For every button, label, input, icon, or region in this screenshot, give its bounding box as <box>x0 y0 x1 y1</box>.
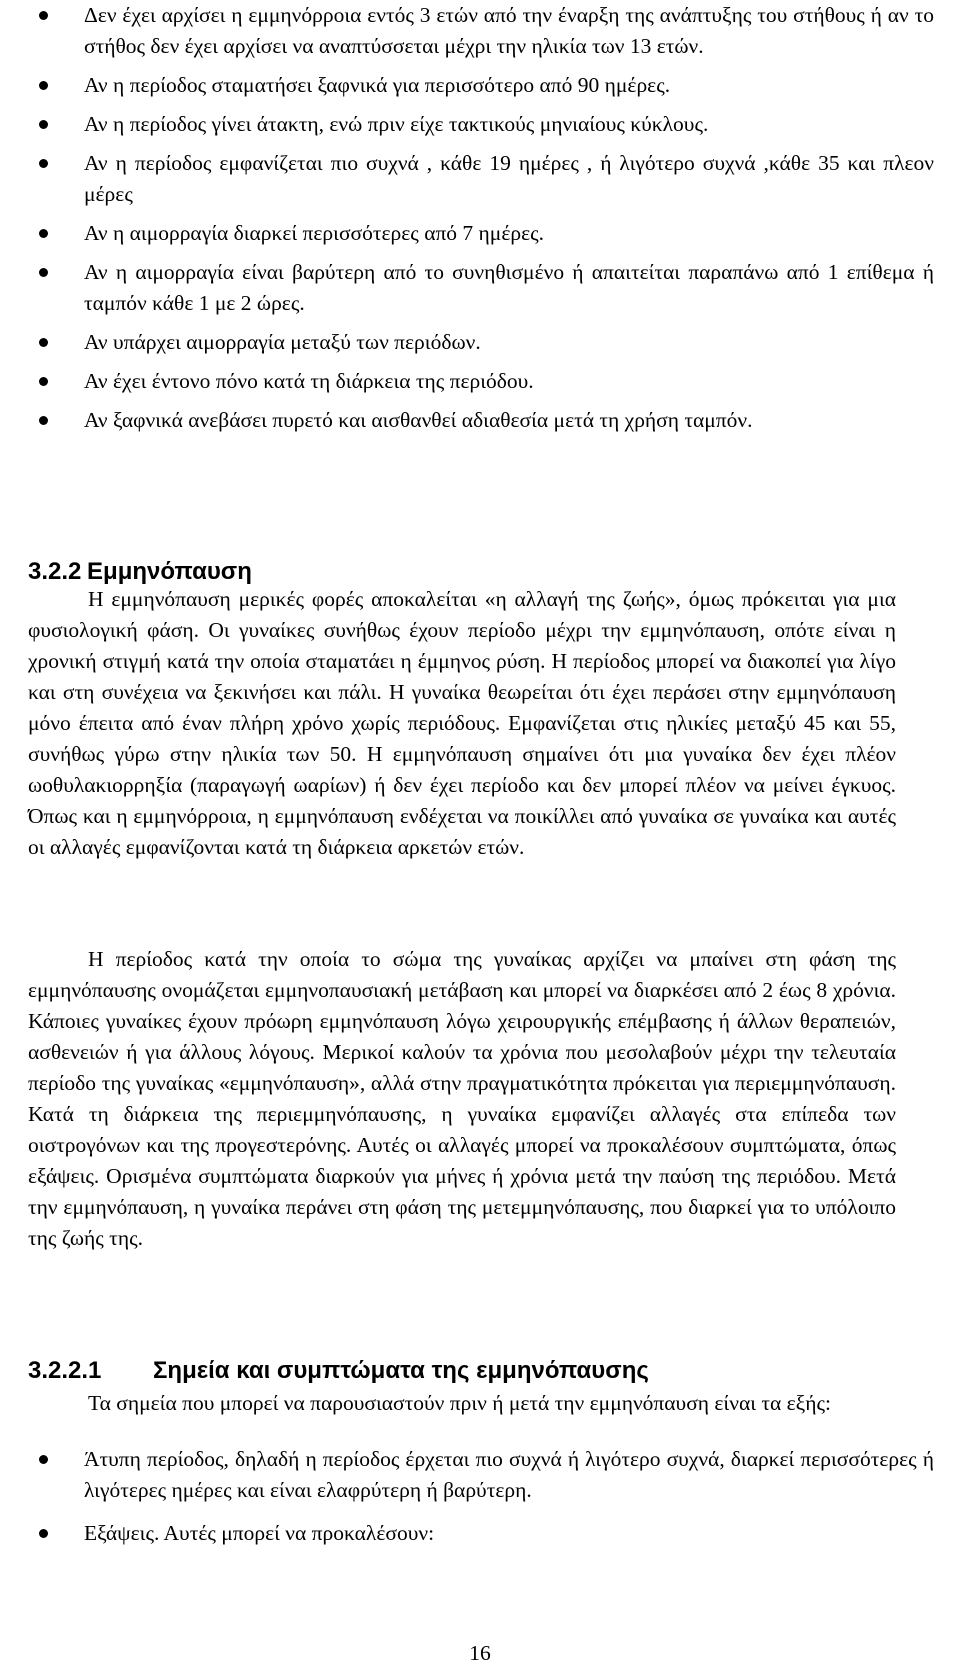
bullet-icon <box>39 338 48 347</box>
list-item-text: Δεν έχει αρχίσει η εμμηνόρροια εντός 3 ετών από την έναρξη της ανάπτυξης του στήθους ή αν το στήθος δεν έχει αρχίσει να αναπτύσσεται μέχρι την ηλικία των 13 ετών. <box>84 3 934 58</box>
list-item-text: Άτυπη περίοδος, δηλαδή η περίοδος έρχεται πιο συχνά ή λιγότερο συχνά, διαρκεί περισσότερες ή λιγότερες ημέρες και είναι ελαφρύτερη ή βαρύτερη. <box>84 1447 934 1502</box>
list-item-text: Αν ξαφνικά ανεβάσει πυρετό και αισθανθεί αδιαθεσία μετά τη χρήση ταμπόν. <box>84 408 753 432</box>
bullet-icon <box>39 159 48 168</box>
section-number: 3.2.2 <box>28 558 82 585</box>
list-item <box>0 327 934 358</box>
list-item <box>0 148 934 210</box>
subsection-heading <box>28 1357 649 1385</box>
page-number: 16 <box>469 1641 491 1665</box>
subsection-number: 3.2.2.1 <box>28 1357 102 1384</box>
bullet-icon <box>39 81 48 90</box>
list-item <box>0 1518 934 1549</box>
list-item-text: Αν η αιμορραγία διαρκεί περισσότερες από 7 ημέρες. <box>84 221 545 245</box>
bullet-icon <box>39 1455 48 1464</box>
symptoms-list <box>0 1444 934 1549</box>
list-item <box>0 1444 934 1506</box>
body-paragraph: Η περίοδος κατά την οποία το σώμα της γυναίκας αρχίζει να μπαίνει στη φάση της εμμηνόπαυσης ονομάζεται εμμηνοπαυσιακή μετάβαση και μπορεί να διαρκέσει από 2 έως 8 χρόνια. Κάποιες γυναίκες έχουν πρόωρη εμμηνόπαυση λόγω χειρουργικής επέμβασης ή άλλων θεραπειών, ασθενειών ή για άλλους λόγους. Μερικοί καλούν τα χρόνια που μεσολαβούν μέχρι την τελευταία περίοδο της γυναίκας «εμμηνόπαυση», αλλά στην πραγματικότητα πρόκειται για περιεμμηνόπαυση. Κατά τη διάρκεια της περιεμμηνόπαυσης, η γυναίκα εμφανίζει αλλαγές στα επίπεδα των οιστρογόνων και της προγεστερόνης. Αυτές οι αλλαγές μπορεί να προκαλέσουν συμπτώματα, όπως εξάψεις. Ορισμένα συμπτώματα διαρκούν για μήνες ή χρόνια μετά την παύση της περιόδου. Μετά την εμμηνόπαυση, η γυναίκα περάνει στη φάση της μετεμμηνόπαυσης, που διαρκεί για το υπόλοιπο της ζωής της. <box>28 947 896 1250</box>
bullet-icon <box>39 120 48 129</box>
list-item <box>0 218 934 249</box>
bullet-icon <box>39 11 48 20</box>
list-item <box>0 109 934 140</box>
list-item-text: Αν υπάρχει αιμορραγία μεταξύ των περιόδων. <box>84 330 481 354</box>
list-item-text: Αν έχει έντονο πόνο κατά τη διάρκεια της περιόδου. <box>84 369 534 393</box>
bullet-icon <box>39 229 48 238</box>
section-title: Εμμηνόπαυση <box>87 558 252 585</box>
bullet-icon <box>39 416 48 425</box>
warning-signs-list <box>0 0 934 436</box>
list-item <box>0 257 934 319</box>
list-item-text: Αν η περίοδος γίνει άτακτη, ενώ πριν είχε τακτικούς μηνιαίους κύκλους. <box>84 112 709 136</box>
body-paragraph: Η εμμηνόπαυση μερικές φορές αποκαλείται «η αλλαγή της ζωής», όμως πρόκειται για μια φυσιολογική φάση. Οι γυναίκες συνήθως έχουν περίοδο μέχρι την εμμηνόπαυση, οπότε είναι η χρονική στιγμή κατά την οποία σταματάει η έμμηνος ρύση. Η περίοδος μπορεί να διακοπεί για λίγο και στη συνέχεια να ξεκινήσει και πάλι. Η γυναίκα θεωρείται ότι έχει περάσει στην εμμηνόπαυση μόνο έπειτα από έναν πλήρη χρόνο χωρίς περιόδους. Εμφανίζεται στις ηλικίες μεταξύ 45 και 55, συνήθως γύρω στην ηλικία των 50. Η εμμηνόπαυση σημαίνει ότι μια γυναίκα δεν έχει πλέον ωοθυλακιορρηξία (παραγωγή ωαρίων) ή δεν έχει περίοδο και δεν μπορεί πλέον να μείνει έγκυος. Όπως και η εμμηνόρροια, η εμμηνόπαυση ενδέχεται να ποικίλλει από γυναίκα σε γυναίκα και αυτές οι αλλαγές εμφανίζονται κατά τη διάρκεια αρκετών ετών. <box>28 587 896 859</box>
list-item-text: Αν η περίοδος σταματήσει ξαφνικά για περισσότερο από 90 ημέρες. <box>84 73 671 97</box>
list-item <box>0 366 934 397</box>
subsection-title: Σημεία και συμπτώματα της εμμηνόπαυσης <box>153 1357 649 1384</box>
list-item-text: Αν η περίοδος εμφανίζεται πιο συχνά , κάθε 19 ημέρες , ή λιγότερο συχνά ,κάθε 35 και πλεον μέρες <box>84 151 934 206</box>
list-item-text: Αν η αιμορραγία είναι βαρύτερη από το συνηθισμένο ή απαιτείται παραπάνω από 1 επίθεμα ή ταμπόν κάθε 1 με 2 ώρες. <box>84 260 934 315</box>
section-heading <box>28 558 252 586</box>
bullet-icon <box>39 1529 48 1538</box>
list-item <box>0 70 934 101</box>
list-item <box>0 405 934 436</box>
list-item-text: Εξάψεις. Αυτές μπορεί να προκαλέσουν: <box>84 1521 435 1545</box>
bullet-icon <box>39 377 48 386</box>
bullet-icon <box>39 268 48 277</box>
body-paragraph: Τα σημεία που μπορεί να παρουσιαστούν πριν ή μετά την εμμηνόπαυση είναι τα εξής: <box>88 1391 831 1415</box>
list-item <box>0 0 934 62</box>
